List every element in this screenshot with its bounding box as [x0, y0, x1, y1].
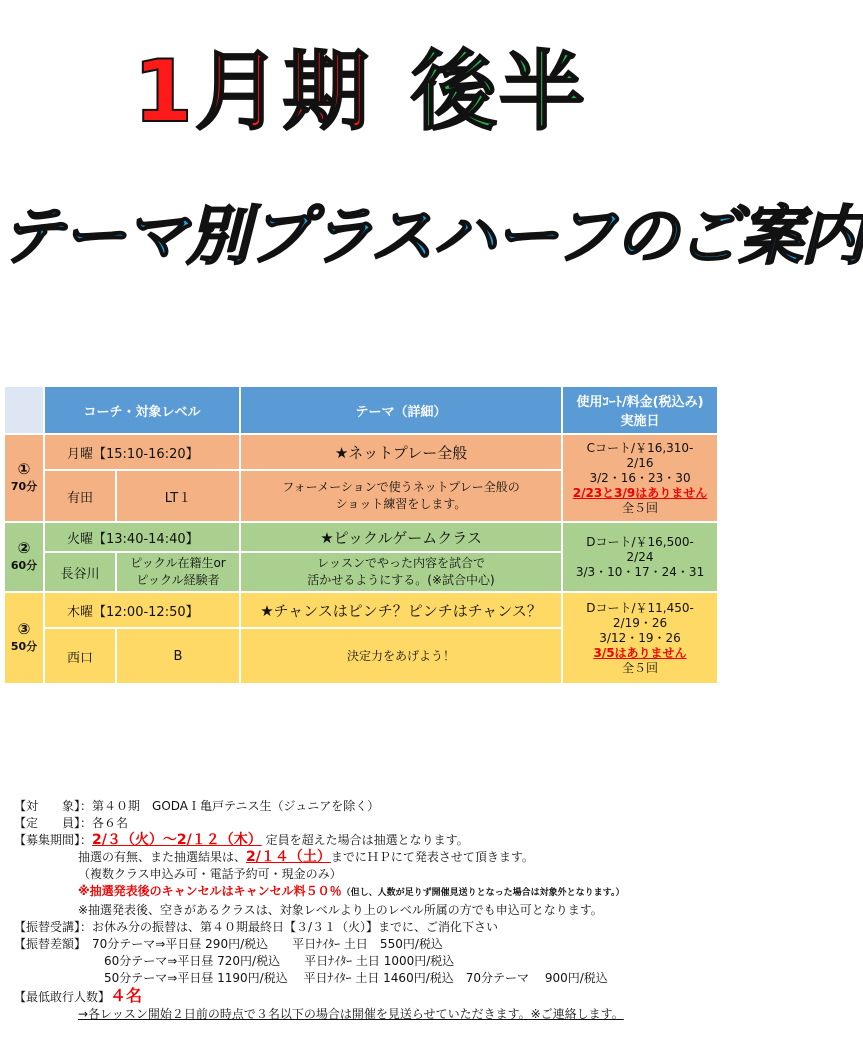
class-detail: レッスンでやった内容を試合で 活かせるようにする。(※試合中心)	[240, 552, 562, 592]
header-coach: コーチ・対象レベル	[44, 386, 240, 434]
header-price	[562, 386, 718, 434]
class-detail: 決定力をあげよう！	[240, 628, 562, 684]
row-number: ① 70分	[4, 434, 44, 522]
term-title: 1月期	[133, 42, 371, 142]
coach-name: 長谷川	[44, 552, 116, 592]
table-row	[4, 522, 718, 552]
class-time: 木曜【12:00-12:50】	[44, 592, 240, 628]
capacity-row: 【定 員】：各６名	[14, 816, 129, 830]
after-row: ※抽選発表後、空きがあるクラスは、対象レベルより上のレベル所属の方でも申込可となります。	[78, 903, 603, 917]
header-price-line2: 実施日	[620, 414, 660, 429]
header-blank	[4, 386, 44, 434]
table-row	[4, 434, 718, 470]
class-level: B	[116, 628, 240, 684]
min-note-row: →各レッスン開始２日前の時点で３名以下の場合は開催を見送らせていただきます。※ご連絡します。	[78, 1007, 624, 1021]
coach-name: 西口	[44, 628, 116, 684]
header-theme: テーマ（詳細）	[240, 386, 562, 434]
row-number: ③ 50分	[4, 592, 44, 684]
class-time: 火曜【13:40-14:40】	[44, 522, 240, 552]
fee-row: 【振替差額】 70分テーマ⇒平日昼 290円/税込 平日ﾅｲﾀｰ 土日 550円/税込	[14, 937, 443, 951]
result-row: 抽選の有無、また抽選結果は、2/１４（土）までにＨＰにて発表させて頂きます。	[78, 849, 534, 865]
row-number: ② 60分	[4, 522, 44, 592]
title-line-2: テーマ別プラスハーフのご案内	[0, 200, 863, 274]
schedule-table	[3, 385, 719, 685]
table-row	[4, 592, 718, 628]
info-section	[14, 798, 714, 1023]
fee-row: 60分テーマ⇒平日昼 720円/税込 平日ﾅｲﾀｰ 土日 1000円/税込	[104, 954, 455, 968]
class-price: Dコート/￥11,450- 2/19・26 3/12・19・26 3/5はありません 全５回	[562, 592, 718, 684]
target-row: 【対 象】：第４０期 GODAＩ亀戸テニス生（ジュニアを除く）	[14, 799, 380, 813]
period-row: 【募集期間】：2/３（火）～2/１２（木） 定員を超えた場合は抽選となります。	[14, 832, 469, 848]
class-price: Cコート/￥16,310- 2/16 3/2・16・23・30 2/23と3/9はありません 全５回	[562, 434, 718, 522]
class-theme: ★ネットプレー全般	[240, 434, 562, 470]
makeup-row: 【振替受講】：お休み分の振替は、第４０期最終日【３/３１（火）】までに、ご消化下さい	[14, 920, 499, 934]
multi-row: （複数クラス申込み可・電話予約可・現金のみ）	[78, 867, 342, 881]
class-theme: ★チャンスはピンチ？ピンチはチャンス？	[240, 592, 562, 628]
table-header-row	[4, 386, 718, 434]
class-detail: フォーメーションで使うネットプレー全般の ショット練習をします。	[240, 470, 562, 522]
min-row: 【最低敢行人数】４名	[14, 986, 143, 1005]
half-title: 後半	[410, 42, 587, 142]
fee-row: 50分テーマ⇒平日昼 1190円/税込 平日ﾅｲﾀｰ 土日 1460円/税込 70分テーマ 900円/税込	[104, 971, 608, 985]
class-level: ピックル在籍生or ピックル経験者	[116, 552, 240, 592]
coach-name: 有田	[44, 470, 116, 522]
class-theme: ★ピックルゲームクラス	[240, 522, 562, 552]
class-price: Dコート/￥16,500- 2/24 3/3・10・17・24・31	[562, 522, 718, 592]
title-line-1	[0, 42, 720, 142]
header-price-line1: 使用ｺｰﾄ/料金(税込み)	[576, 395, 704, 410]
cancel-row: ※抽選発表後のキャンセルはキャンセル料５０％（但し、人数が足りず開催見送りとなった場合は対象外となります。）	[78, 884, 625, 898]
class-level: LT１	[116, 470, 240, 522]
class-time: 月曜【15:10-16:20】	[44, 434, 240, 470]
